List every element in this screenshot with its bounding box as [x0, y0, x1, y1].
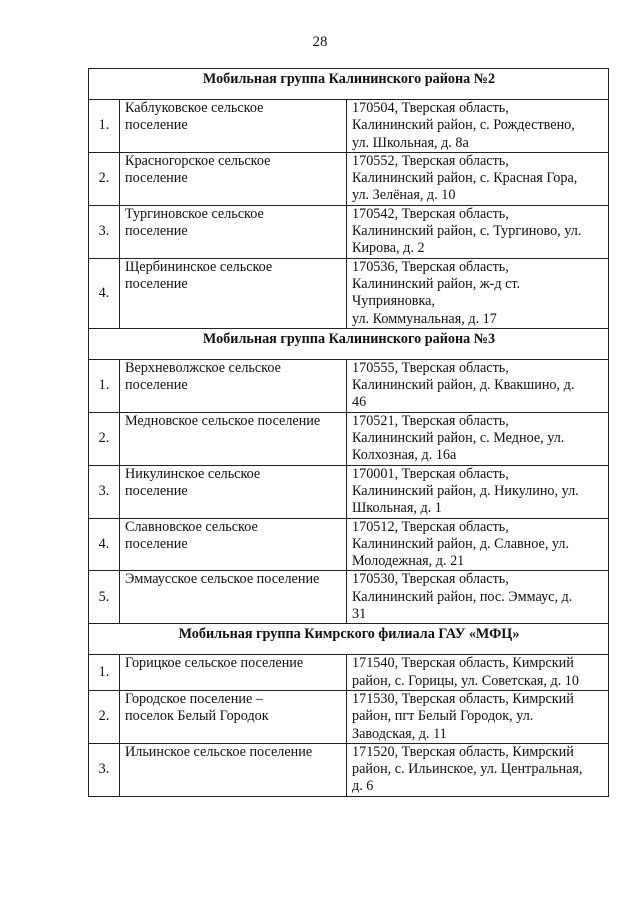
- group-header-row: [89, 69, 609, 100]
- settlement-address: 170552, Тверская область, Калининский район, с. Красная Гора, ул. Зелёная, д. 10: [347, 152, 609, 205]
- settlement-name: Медновское сельское поселение: [120, 412, 347, 465]
- group-title: Мобильная группа Калининского района №3: [89, 328, 609, 359]
- settlement-name: Тургиновское сельское поселение: [120, 205, 347, 258]
- table-row: [89, 205, 609, 258]
- table-row: [89, 743, 609, 796]
- settlement-name: Никулинское сельское поселение: [120, 465, 347, 518]
- table-row: [89, 359, 609, 412]
- settlement-name: Щербининское сельское поселение: [120, 258, 347, 328]
- row-number: 3.: [89, 205, 120, 258]
- row-number: 1.: [89, 359, 120, 412]
- row-number: 4.: [89, 258, 120, 328]
- settlement-name: Ильинское сельское поселение: [120, 743, 347, 796]
- settlement-address: 170504, Тверская область, Калининский район, с. Рождествено, ул. Школьная, д. 8а: [347, 100, 609, 153]
- settlement-address: 170542, Тверская область, Калининский район, с. Тургиново, ул. Кирова, д. 2: [347, 205, 609, 258]
- table-row: [89, 690, 609, 743]
- settlement-name: Верхневолжское сельское поселение: [120, 359, 347, 412]
- row-number: 2.: [89, 412, 120, 465]
- settlement-address: 171520, Тверская область, Кимрский район, с. Ильинское, ул. Центральная, д. 6: [347, 743, 609, 796]
- group-header-row: [89, 328, 609, 359]
- row-number: 3.: [89, 743, 120, 796]
- row-number: 1.: [89, 655, 120, 691]
- mobile-groups-table: [88, 68, 609, 797]
- row-number: 4.: [89, 518, 120, 571]
- group-header-row: [89, 624, 609, 655]
- table-row: [89, 412, 609, 465]
- row-number: 1.: [89, 100, 120, 153]
- settlement-name: Горицкое сельское поселение: [120, 655, 347, 691]
- table-row: [89, 152, 609, 205]
- settlement-address: 170555, Тверская область, Калининский район, д. Квакшино, д. 46: [347, 359, 609, 412]
- table-row: [89, 258, 609, 328]
- row-number: 2.: [89, 152, 120, 205]
- table-row: [89, 655, 609, 691]
- group-title: Мобильная группа Калининского района №2: [89, 69, 609, 100]
- table-row: [89, 465, 609, 518]
- settlement-address: 170512, Тверская область, Калининский район, д. Славное, ул. Молодежная, д. 21: [347, 518, 609, 571]
- settlement-name: Каблуковское сельское поселение: [120, 100, 347, 153]
- page-number: 28: [312, 34, 328, 50]
- settlement-name: Славновское сельское поселение: [120, 518, 347, 571]
- settlement-address: 170521, Тверская область, Калининский район, с. Медное, ул. Колхозная, д. 16а: [347, 412, 609, 465]
- group-title: Мобильная группа Кимрского филиала ГАУ «МФЦ»: [89, 624, 609, 655]
- settlement-address: 170530, Тверская область, Калининский район, пос. Эммаус, д. 31: [347, 571, 609, 624]
- settlement-name: Эммаусское сельское поселение: [120, 571, 347, 624]
- settlement-address: 170001, Тверская область, Калининский район, д. Никулино, ул. Школьная, д. 1: [347, 465, 609, 518]
- row-number: 2.: [89, 690, 120, 743]
- table-row: [89, 100, 609, 153]
- row-number: 3.: [89, 465, 120, 518]
- settlement-address: 170536, Тверская область, Калининский район, ж-д ст. Чуприяновка, ул. Коммунальная, д. 17: [347, 258, 609, 328]
- table-row: [89, 518, 609, 571]
- table-row: [89, 571, 609, 624]
- settlement-address: 171540, Тверская область, Кимрский район, с. Горицы, ул. Советская, д. 10: [347, 655, 609, 691]
- row-number: 5.: [89, 571, 120, 624]
- settlement-name: Красногорское сельское поселение: [120, 152, 347, 205]
- settlement-address: 171530, Тверская область, Кимрский район, пгт Белый Городок, ул. Заводская, д. 11: [347, 690, 609, 743]
- settlement-name: Городское поселение – поселок Белый Городок: [120, 690, 347, 743]
